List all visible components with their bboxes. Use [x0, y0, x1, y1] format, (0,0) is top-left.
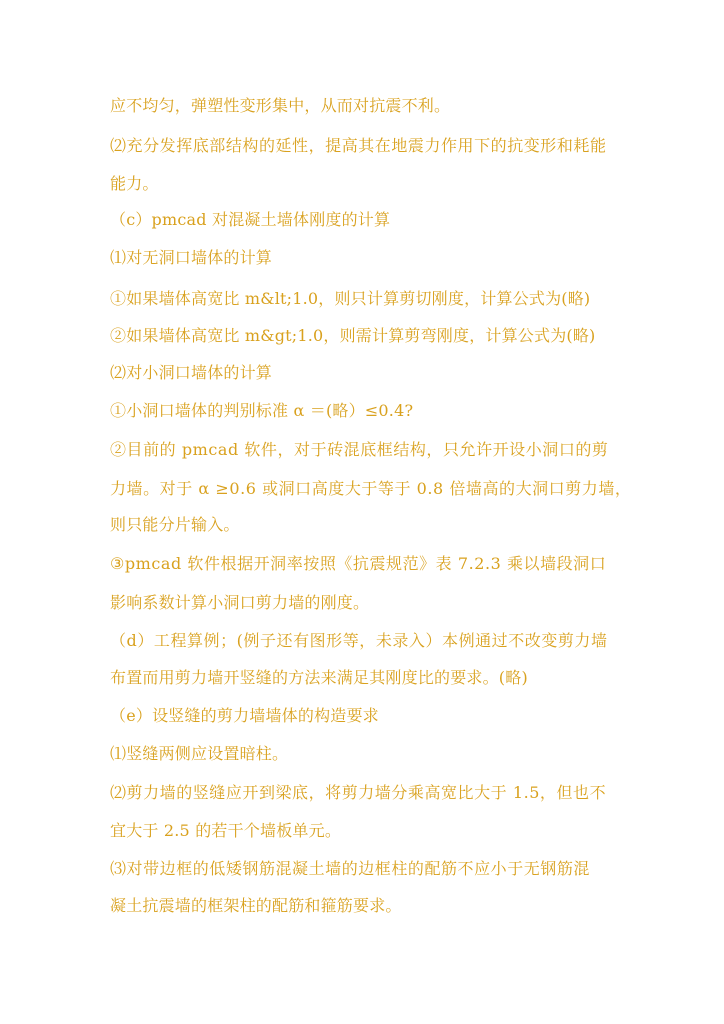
text-line: 布置而用剪力墙开竖缝的方法来满足其刚度比的要求。(略) — [110, 668, 528, 687]
section-heading: （c）pmcad 对混凝土墙体刚度的计算 — [110, 210, 391, 229]
section-heading: （d）工程算例；(例子还有图形等，未录入）本例通过不改变剪力墙 — [110, 631, 608, 650]
text-line: 凝土抗震墙的框架柱的配筋和箍筋要求。 — [110, 896, 402, 915]
section-heading: （e）设竖缝的剪力墙墙体的构造要求 — [110, 706, 379, 725]
text-line: 应不均匀，弹塑性变形集中，从而对抗震不利。 — [110, 96, 451, 115]
text-line: ①如果墙体高宽比 m&lt;1.0，则只计算剪切刚度，计算公式为(略) — [110, 289, 591, 308]
text-line: 则只能分片输入。 — [110, 515, 240, 534]
text-line: ⑵对小洞口墙体的计算 — [110, 363, 273, 382]
text-line: 力墙。对于 α ≥0.6 或洞口高度大于等于 0.8 倍墙高的大洞口剪力墙， — [110, 479, 632, 498]
text-line: 能力。 — [110, 174, 159, 193]
text-line: ⑴对无洞口墙体的计算 — [110, 248, 273, 267]
text-line: ⑵剪力墙的竖缝应开到梁底，将剪力墙分乘高宽比大于 1.5，但也不 — [110, 783, 607, 802]
text-line: ⑶对带边框的低矮钢筋混凝土墙的边框柱的配筋不应小于无钢筋混 — [110, 859, 590, 878]
text-line: ①小洞口墙体的判别标准 α ＝(略）≤0.4? — [110, 401, 414, 420]
text-line: ⑵充分发挥底部结构的延性，提高其在地震力作用下的抗变形和耗能 — [110, 136, 607, 155]
text-line: 影响系数计算小洞口剪力墙的刚度。 — [110, 593, 370, 612]
text-line: ③pmcad 软件根据开洞率按照《抗震规范》表 7.2.3 乘以墙段洞口 — [110, 554, 607, 573]
text-line: ②目前的 pmcad 软件，对于砖混底框结构，只允许开设小洞口的剪 — [110, 440, 609, 459]
text-line: ②如果墙体高宽比 m&gt;1.0，则需计算剪弯刚度，计算公式为(略) — [110, 326, 596, 345]
text-line: ⑴竖缝两侧应设置暗柱。 — [110, 744, 289, 763]
text-line: 宜大于 2.5 的若干个墙板单元。 — [110, 821, 342, 840]
